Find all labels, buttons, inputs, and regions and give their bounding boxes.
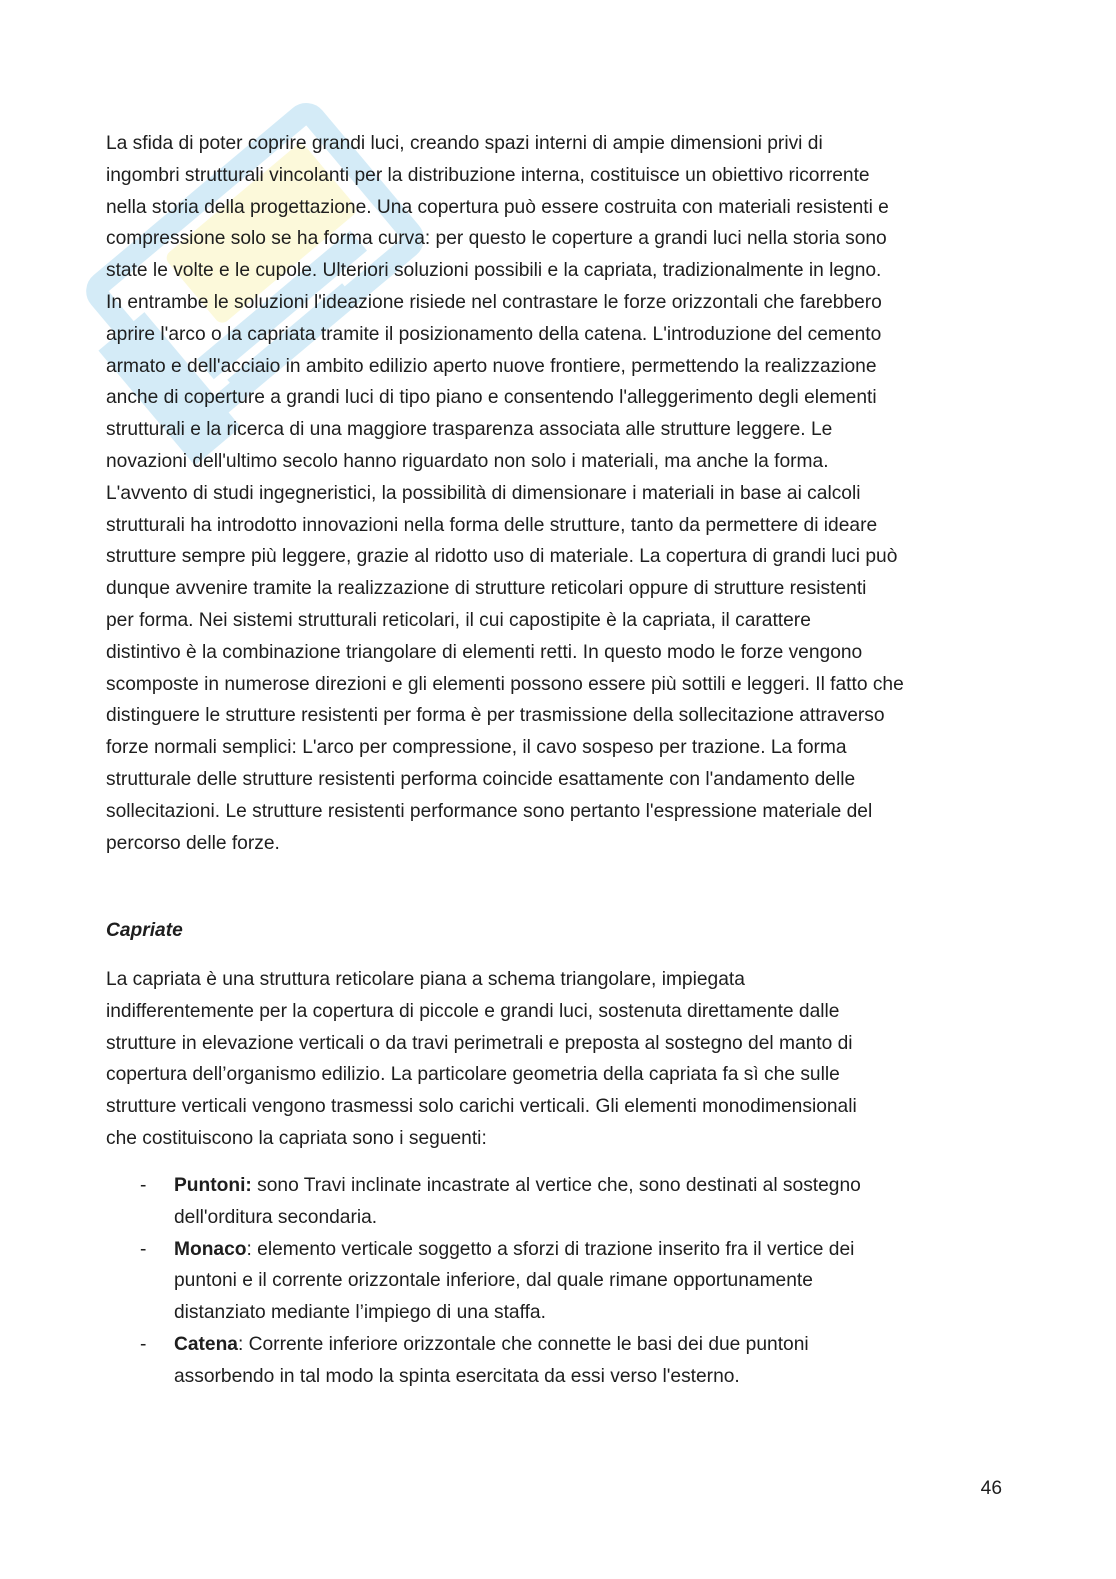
text-line: nella storia della progettazione. Una copertura può essere costruita con materiali resistenti e xyxy=(106,196,889,218)
intro-text xyxy=(106,128,1016,859)
list-term: Catena xyxy=(174,1333,238,1355)
text-line: distintivo è la combinazione triangolare di elementi retti. In questo modo le forze vengono xyxy=(106,641,863,663)
bullet-dash: - xyxy=(140,1175,147,1196)
text-line: compressione solo se ha forma curva: per questo le coperture a grandi luci nella storia sono xyxy=(106,228,887,250)
text-line: ingombri strutturali vincolanti per la distribuzione interna, costituisce un obiettivo ricorrente xyxy=(106,164,870,186)
list-item-text: : elemento verticale soggetto a sforzi di trazione inserito fra il vertice dei xyxy=(246,1238,855,1260)
list-item-text: dell'orditura secondaria. xyxy=(174,1206,378,1228)
text-line: scomposte in numerose direzioni e gli elementi possono essere più sottili e leggeri. Il fatto che xyxy=(106,673,904,695)
bullet-dash: - xyxy=(140,1238,147,1260)
text-line: strutturali ha introdotto innovazioni nella forma delle strutture, tanto da permettere di ideare xyxy=(106,514,878,536)
bullet-dash: - xyxy=(140,1333,147,1355)
text-line: forze normali semplici: L'arco per compressione, il cavo sospeso per trazione. La forma xyxy=(106,737,847,759)
capriate-text xyxy=(106,964,1016,1155)
text-line: armato e dell'acciaio in ambito edilizio aperto nuove frontiere, permettendo la realizzazione xyxy=(106,355,877,377)
list-term: Monaco xyxy=(174,1238,247,1260)
list-item xyxy=(106,1329,1016,1361)
text-line: La capriata è una struttura reticolare piana a schema triangolare, impiegata xyxy=(106,969,745,990)
page-number: 46 xyxy=(980,1478,1002,1499)
text-line: L'avvento di studi ingegneristici, la possibilità di dimensionare i materiali in base ai calcoli xyxy=(106,482,861,504)
list-item-text: puntoni e il corrente orizzontale inferiore, dal quale rimane opportunamente xyxy=(174,1270,813,1292)
list-item-text: sono Travi inclinate incastrate al vertice che, sono destinati al sostegno xyxy=(251,1175,861,1196)
text-line: state le volte e le cupole. Ulteriori soluzioni possibili e la capriata, tradizionalmente in legno. xyxy=(106,260,882,282)
list-item xyxy=(106,1202,1016,1234)
text-line: strutture verticali vengono trasmessi solo carichi verticali. Gli elementi monodimensionali xyxy=(106,1096,857,1118)
text-line: strutture sempre più leggere, grazie al ridotto uso di materiale. La copertura di grandi luci può xyxy=(106,546,898,568)
list-item xyxy=(106,1297,1016,1329)
capriate-paragraph xyxy=(106,964,1016,1155)
text-line: anche di coperture a grandi luci di tipo piano e consentendo l'alleggerimento degli elementi xyxy=(106,387,877,409)
truss-elements-list xyxy=(106,1170,1016,1393)
list-item-text: : Corrente inferiore orizzontale che connette le basi dei due puntoni xyxy=(237,1333,809,1355)
text-line: dunque avvenire tramite la realizzazione di strutture reticolari oppure di strutture resistenti xyxy=(106,578,867,600)
text-line: La sfida di poter coprire grandi luci, creando spazi interni di ampie dimensioni privi di xyxy=(106,133,823,154)
text-line: che costituiscono la capriata sono i seguenti: xyxy=(106,1127,487,1149)
list-item-text: assorbendo in tal modo la spinta esercitata da essi verso l'esterno. xyxy=(174,1365,740,1387)
list-item xyxy=(106,1361,1016,1393)
list-item xyxy=(106,1234,1016,1266)
text-line: copertura dell’organismo edilizio. La particolare geometria della capriata fa sì che sulle xyxy=(106,1064,840,1086)
text-line: strutture in elevazione verticali o da travi perimetrali e preposta al sostegno del manto di xyxy=(106,1032,853,1054)
text-line: distinguere le strutture resistenti per forma è per trasmissione della sollecitazione attraverso xyxy=(106,705,885,727)
text-line: indifferentemente per la copertura di piccole e grandi luci, sostenuta direttamente dalle xyxy=(106,1000,840,1022)
section-heading-capriate: Capriate xyxy=(106,920,183,941)
list-item xyxy=(106,1170,1016,1202)
text-line: aprire l'arco o la capriata tramite il posizionamento della catena. L'introduzione del cemento xyxy=(106,323,882,345)
list-item-text: distanziato mediante l’impiego di una staffa. xyxy=(174,1302,546,1324)
text-line: sollecitazioni. Le strutture resistenti performance sono pertanto l'espressione materiale del xyxy=(106,800,873,822)
text-line: strutturale delle strutture resistenti performa coincide esattamente con l'andamento delle xyxy=(106,768,856,790)
list-item xyxy=(106,1265,1016,1297)
list-term: Puntoni: xyxy=(174,1175,252,1196)
text-line: percorso delle forze. xyxy=(106,832,280,854)
text-line: strutturali e la ricerca di una maggiore trasparenza associata alle strutture leggere. Le xyxy=(106,419,833,441)
text-line: novazioni dell'ultimo secolo hanno riguardato non solo i materiali, ma anche la forma. xyxy=(106,450,829,472)
intro-paragraph xyxy=(106,128,1016,859)
text-line: per forma. Nei sistemi strutturali reticolari, il cui capostipite è la capriata, il carattere xyxy=(106,609,811,631)
text-line: In entrambe le soluzioni l'ideazione risiede nel contrastare le forze orizzontali che farebbero xyxy=(106,291,882,313)
